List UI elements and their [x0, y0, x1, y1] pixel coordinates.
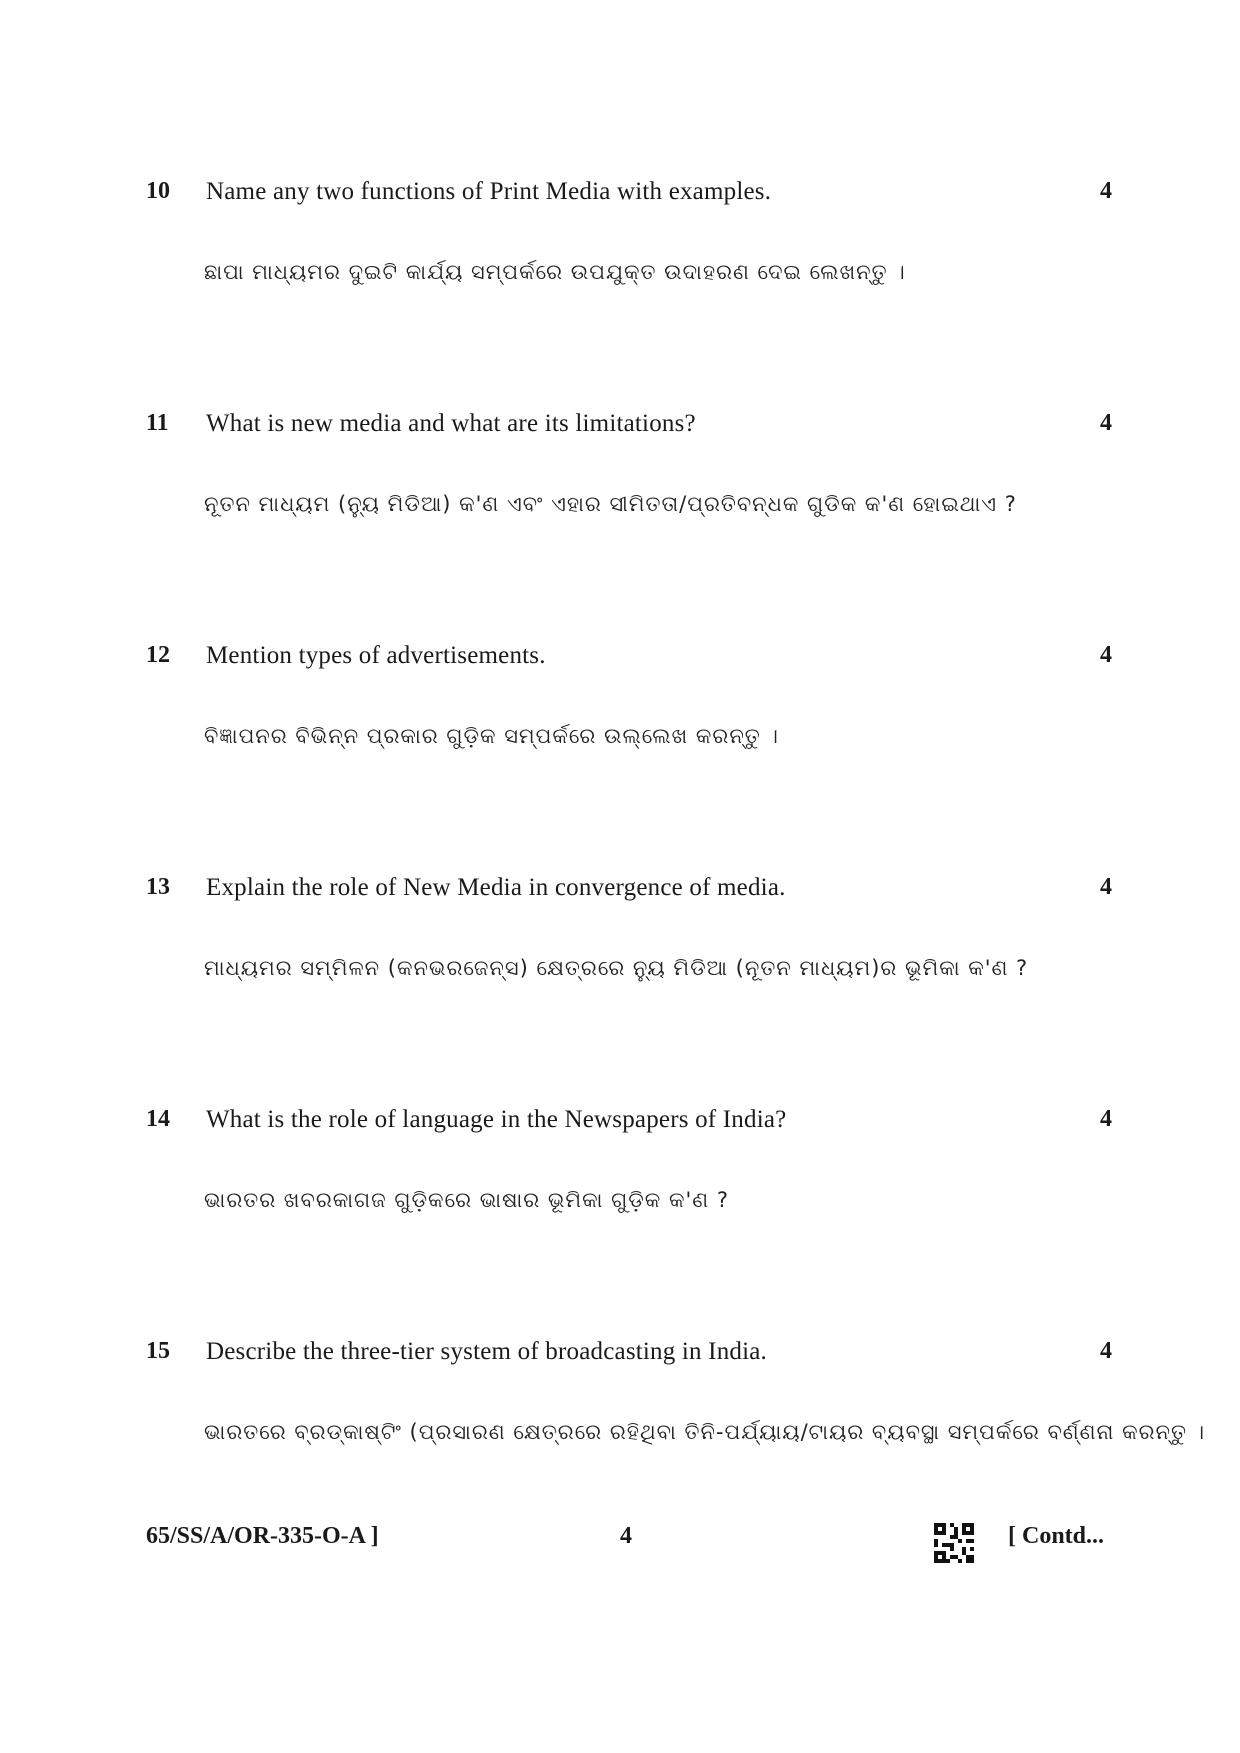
continued-label: [ Contd... — [1008, 1523, 1105, 1549]
question-marks: 4 — [1100, 1338, 1112, 1364]
question-text-odia: ବିଜ୍ଞାପନର ବିଭିନ୍ନ ପ୍ରକାର ଗୁଡ଼ିକ ସମ୍ପର୍କରେ ଉଲ୍ଲେଖ କରନ୍ତୁ । — [204, 724, 779, 748]
question-text-english: Describe the three-tier system of broadcasting in India. — [206, 1338, 768, 1365]
question-text-english: What is the role of language in the Newspapers of India? — [206, 1106, 787, 1133]
question-number: 11 — [146, 410, 169, 436]
question-number: 14 — [146, 1106, 170, 1132]
page-number: 4 — [620, 1523, 632, 1549]
question-marks: 4 — [1100, 642, 1112, 668]
question-marks: 4 — [1100, 1106, 1112, 1132]
question-text-odia: ନୂତନ ମାଧ୍ୟମ (ନ୍ୟୁ ମିଡିଆ) କ'ଣ ଏବଂ ଏହାର ସୀମିତତା/ପ୍ରତିବନ୍ଧକ ଗୁଡିକ କ'ଣ ହୋଇଥାଏ ? — [204, 492, 1017, 516]
question-text-english: What is new media and what are its limitations? — [206, 410, 696, 437]
question-number: 12 — [146, 642, 170, 668]
question-text-odia: ଛାପା ମାଧ୍ୟମର ଦୁଇଟି କାର୍ଯ୍ୟ ସମ୍ପର୍କରେ ଉପଯୁକ୍ତ ଉଦାହରଣ ଦେଇ ଲେଖନ୍ତୁ । — [204, 260, 906, 284]
question-text-odia: ଭାରତର ଖବରକାଗଜ ଗୁଡ଼ିକରେ ଭାଷାର ଭୂମିକା ଗୁଡ଼ିକ କ'ଣ ? — [204, 1188, 729, 1212]
qr-code-icon — [934, 1523, 974, 1563]
question-number: 15 — [146, 1338, 170, 1364]
question-text-english: Name any two functions of Print Media with examples. — [206, 178, 772, 205]
question-text-english: Mention types of advertisements. — [206, 642, 546, 669]
question-marks: 4 — [1100, 178, 1112, 204]
question-number: 13 — [146, 874, 170, 900]
question-text-odia: ମାଧ୍ୟମର ସମ୍ମିଳନ (କନଭରଜେନ୍ସ) କ୍ଷେତ୍ରରେ ନ୍ୟୁ ମିଡିଆ (ନୂତନ ମାଧ୍ୟମ)ର ଭୂମିକା କ'ଣ ? — [204, 956, 1029, 980]
question-marks: 4 — [1100, 410, 1112, 436]
question-number: 10 — [146, 178, 170, 204]
question-marks: 4 — [1100, 874, 1112, 900]
paper-code: 65/SS/A/OR-335-O-A ] — [146, 1523, 379, 1549]
question-text-english: Explain the role of New Media in convergence of media. — [206, 874, 786, 901]
question-text-odia: ଭାରତରେ ବ୍ରଡ୍‌କାଷ୍ଟିଂ (ପ୍ରସାରଣ କ୍ଷେତ୍ରରେ ରହିଥିବା ତିନି-ପର୍ଯ୍ୟାୟ/ଟାୟର ବ୍ୟବସ୍ଥା ସମ୍ପର୍କରେ ବର୍ଣ୍ଣନା କରନ୍ତୁ । — [204, 1420, 1206, 1444]
